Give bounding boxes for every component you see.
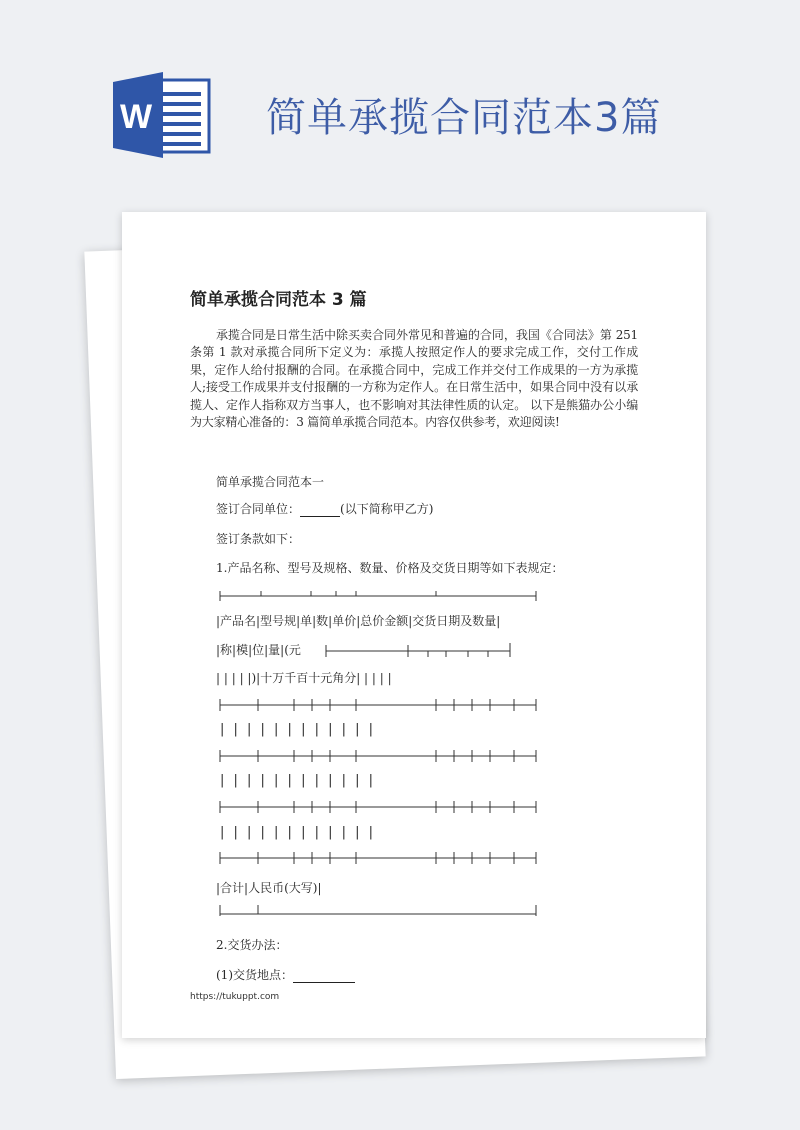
table-rules	[216, 585, 546, 920]
table-header-row-2: |称|模|位|量|(元	[216, 643, 301, 657]
footer-url[interactable]: https://tukuppt.com	[190, 992, 280, 1002]
sign-unit-blank	[300, 516, 340, 517]
item-2-1-line	[216, 966, 355, 983]
sign-unit-label: 签订合同单位：	[216, 502, 301, 516]
terms-label: 签订条款如下：	[216, 532, 301, 546]
table-total-row: |合计|人民币(大写)|	[216, 881, 322, 895]
table-row-bars: | | | | | | | | | | | |	[220, 722, 376, 737]
document-title: 简单承揽合同范本 3 篇	[190, 290, 367, 310]
section-title: 简单承揽合同范本一	[216, 475, 325, 489]
table-row-bars: | | | | | | | | | | | |	[220, 773, 376, 788]
delivery-location-label: (1)交货地点：	[216, 968, 293, 982]
word-document-icon	[111, 72, 211, 158]
item-2: 2.交货办法：	[216, 938, 288, 952]
table-header-row-1: |产品名|型号规|单|数|单价|总价金额|交货日期及数量|	[216, 614, 501, 628]
table-header-row-3: | | | | |)|十万千百十元角分| | | | |	[216, 671, 392, 685]
intro-paragraph: 承揽合同是日常生活中除买卖合同外常见和普遍的合同，我国《合同法》第 251 条第 1 款对承揽合同所下定义为：承揽人按照定作人的要求完成工作，交付工作成果，定作人给付报酬的合同。在承揽合同中，完成工作并交付工作成果的一方为承揽人;接受工作成果并支付报酬的一方称为定作人。在日常生活中，如果合同中没有以承揽人、定作人指称双方当事人，也不影响对其法律性质的认定。 以下是熊猫办公小编为大家精心准备的：3 篇简单承揽合同范本。内容仅供参考，欢迎阅读!	[190, 328, 638, 430]
delivery-location-blank	[293, 982, 355, 983]
sign-unit-line	[216, 500, 433, 517]
svg-text:W: W	[119, 98, 153, 136]
item-1: 1.产品名称、型号及规格、数量、价格及交货日期等如下表规定：	[216, 561, 564, 575]
page-title: 简单承揽合同范本3篇	[266, 95, 662, 141]
product-table	[216, 585, 546, 920]
table-row-bars: | | | | | | | | | | | |	[220, 825, 376, 840]
sign-unit-suffix: (以下简称甲乙方)	[340, 502, 434, 516]
